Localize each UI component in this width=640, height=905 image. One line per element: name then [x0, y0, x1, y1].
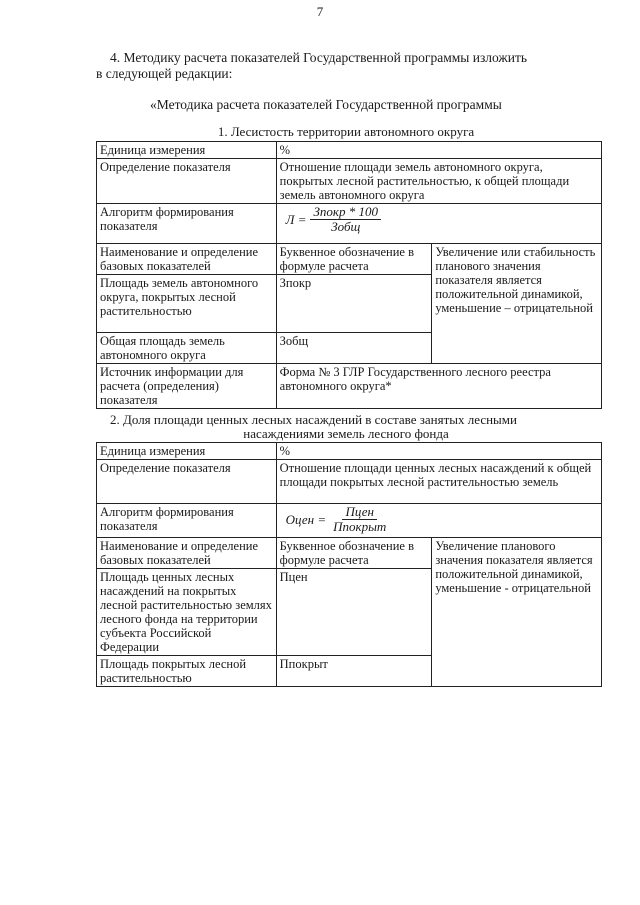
section-1-table — [96, 141, 602, 409]
intro-line-2: в следующей редакции: — [96, 66, 233, 81]
base-header-row — [97, 244, 602, 275]
definition-value: Отношение площади земель автономного округа, покрытых лесной растительностью, к общей площади земель автономного округа — [276, 159, 601, 204]
definition-label: Определение показателя — [97, 460, 277, 504]
section-2-title-line-1: 2. Доля площади ценных лесных насаждений в составе занятых лесными — [110, 412, 517, 427]
section-1-title: 1. Лесистость территории автономного округа — [217, 124, 475, 139]
formula-numerator: Зпокр * 100 — [310, 205, 381, 220]
source-label: Источник информации для расчета (определения) показателя — [97, 364, 277, 409]
definition-row — [97, 460, 602, 504]
methodology-title: «Методика расчета показателей Государственной программы — [150, 97, 502, 112]
base-name: Площадь покрытых лесной растительностью — [97, 656, 277, 687]
letter-label: Буквенное обозначение в формуле расчета — [276, 538, 432, 569]
unit-row — [97, 443, 602, 460]
base-code: Зпокр — [276, 275, 432, 333]
letter-label: Буквенное обозначение в формуле расчета — [276, 244, 432, 275]
base-code: Зобщ — [276, 333, 432, 364]
definition-label: Определение показателя — [97, 159, 277, 204]
base-code: Ппокрыт — [276, 656, 432, 687]
formula-denominator: Зобщ — [331, 219, 361, 234]
base-name: Площадь земель автономного округа, покрытых лесной растительностью — [97, 275, 277, 333]
dynamics-text: Увеличение планового значения показателя является положительной динамикой, уменьшение - отрицательной — [432, 538, 602, 687]
dynamics-text: Увеличение или стабильность планового значения показателя является положительной динамикой, уменьшение – отрицательной — [432, 244, 602, 364]
unit-value: % — [276, 142, 601, 159]
source-value: Форма № 3 ГЛР Государственного лесного реестра автономного округа* — [276, 364, 601, 409]
base-label: Наименование и определение базовых показателей — [97, 538, 277, 569]
section-2-table — [96, 442, 602, 687]
base-code: Пцен — [276, 569, 432, 656]
unit-value: % — [276, 443, 601, 460]
algorithm-label: Алгоритм формирования показателя — [97, 504, 277, 538]
formula — [276, 204, 601, 244]
definition-row — [97, 159, 602, 204]
formula-lhs: Л = — [285, 211, 307, 227]
page-number: 7 — [316, 4, 324, 19]
base-header-row — [97, 538, 602, 569]
unit-label: Единица измерения — [97, 443, 277, 460]
section-2-title-line-2: насаждениями земель лесного фонда — [243, 426, 449, 441]
algorithm-row — [97, 204, 602, 244]
unit-label: Единица измерения — [97, 142, 277, 159]
definition-value: Отношение площади ценных лесных насаждений к общей площади покрытых лесной растительностью земель — [276, 460, 601, 504]
unit-row — [97, 142, 602, 159]
formula-numerator: Пцен — [342, 505, 376, 520]
source-row — [97, 364, 602, 409]
base-name: Площадь ценных лесных насаждений на покрытых лесной растительностью землях лесного фонда на территории субъекта Российской Федерации — [97, 569, 277, 656]
algorithm-label: Алгоритм формирования показателя — [97, 204, 277, 244]
formula-denominator: Ппокрыт — [333, 519, 387, 534]
base-name: Общая площадь земель автономного округа — [97, 333, 277, 364]
base-label: Наименование и определение базовых показателей — [97, 244, 277, 275]
algorithm-row — [97, 504, 602, 538]
intro-line-1: 4. Методику расчета показателей Государственной программы изложить — [110, 50, 528, 65]
formula — [276, 504, 601, 538]
formula-lhs: Оцен = — [285, 511, 327, 527]
